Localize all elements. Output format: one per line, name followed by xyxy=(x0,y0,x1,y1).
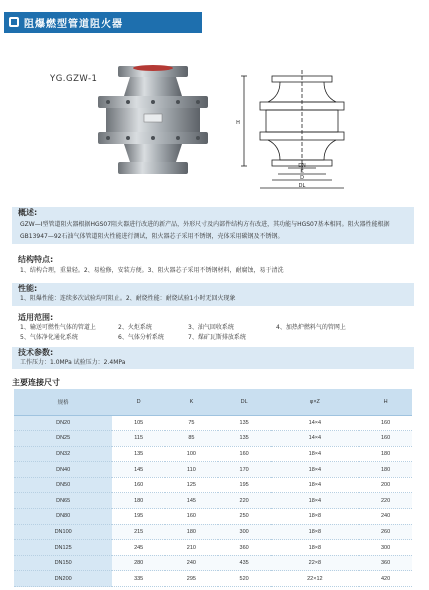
table-cell: 220 xyxy=(218,493,271,509)
table-cell: 18×4 xyxy=(271,493,360,509)
table-cell: 18×8 xyxy=(271,509,360,525)
table-cell: 170 xyxy=(218,462,271,478)
table-row xyxy=(14,431,412,447)
table-cell: 520 xyxy=(218,571,271,587)
table-cell: 180 xyxy=(359,446,412,462)
table-cell: 300 xyxy=(218,524,271,540)
column-header: φ×Z xyxy=(271,389,360,415)
table-cell: DN20 xyxy=(14,415,112,431)
table-cell: 75 xyxy=(165,415,218,431)
table-row xyxy=(14,493,412,509)
table-cell: 18×8 xyxy=(271,540,360,556)
table-cell: DN32 xyxy=(14,446,112,462)
dimension-drawing xyxy=(232,68,372,196)
table-cell: DN200 xyxy=(14,571,112,587)
table-cell: 125 xyxy=(165,477,218,493)
table-cell: 160 xyxy=(359,415,412,431)
table-row xyxy=(14,477,412,493)
column-header: 规格 xyxy=(14,389,112,415)
table-row xyxy=(14,509,412,525)
application-item: 3、油气回收系统 xyxy=(188,324,234,331)
drawing-label-k: K xyxy=(300,169,304,175)
table-row xyxy=(14,540,412,556)
table-cell: 115 xyxy=(112,431,165,447)
table-cell: DN65 xyxy=(14,493,112,509)
application-item: 1、输送可燃性气体的管道上 xyxy=(20,324,96,331)
table-cell: 18×4 xyxy=(271,462,360,478)
table-cell: 245 xyxy=(112,540,165,556)
dimension-table xyxy=(14,389,412,587)
table-cell: 110 xyxy=(165,462,218,478)
drawing-label-d: D xyxy=(300,175,304,181)
table-cell: 360 xyxy=(359,555,412,571)
column-header: K xyxy=(165,389,218,415)
table-cell: 280 xyxy=(112,555,165,571)
table-cell: DN125 xyxy=(14,540,112,556)
table-cell: 85 xyxy=(165,431,218,447)
table-cell: 145 xyxy=(165,493,218,509)
features-heading: 结构特点: xyxy=(18,255,54,264)
table-cell: DN100 xyxy=(14,524,112,540)
table-cell: 18×4 xyxy=(271,477,360,493)
overview-heading: 概述: xyxy=(12,207,414,219)
table-cell: 210 xyxy=(165,540,218,556)
table-cell: 200 xyxy=(359,477,412,493)
table-cell: 215 xyxy=(112,524,165,540)
table-row xyxy=(14,462,412,478)
overview-text: GZW—Ⅰ型管道阻火器根据HGS07阻火器进行改进的新产品，外形尺寸及内部件结构方有改进，其功能与HGS07基本相同。阻火器性能根据GB13947—92石油气体管道阻火性能进行测试，阻火器芯子采用不锈钢，壳体采用碳钢及不锈钢。 xyxy=(12,219,414,244)
table-cell: 160 xyxy=(218,446,271,462)
table-cell: 195 xyxy=(112,509,165,525)
table-body xyxy=(14,415,412,587)
column-header: H xyxy=(359,389,412,415)
table-cell: 240 xyxy=(359,509,412,525)
drawing-label-dn: DN xyxy=(298,163,306,169)
page-title-bar xyxy=(4,12,202,33)
applications-list xyxy=(12,323,414,345)
table-cell: 22×12 xyxy=(271,571,360,587)
table-cell: 135 xyxy=(112,446,165,462)
table-cell: DN25 xyxy=(14,431,112,447)
drawing-label-h: H xyxy=(236,120,240,126)
table-cell: 14×4 xyxy=(271,415,360,431)
table-row xyxy=(14,555,412,571)
table-cell: DN50 xyxy=(14,477,112,493)
product-photo xyxy=(88,62,218,178)
table-cell: 105 xyxy=(112,415,165,431)
table-cell: 360 xyxy=(218,540,271,556)
table-cell: 300 xyxy=(359,540,412,556)
table-row xyxy=(14,524,412,540)
performance-text: 1、阻爆性能：连续多次试验均可阻止。2、耐烧性能：耐烧试验1小时无回火现象 xyxy=(12,294,414,306)
table-cell: 100 xyxy=(165,446,218,462)
table-cell: DN80 xyxy=(14,509,112,525)
table-cell: 420 xyxy=(359,571,412,587)
table-cell: 160 xyxy=(359,431,412,447)
application-item: 2、火炬系统 xyxy=(118,324,152,331)
table-cell: 250 xyxy=(218,509,271,525)
table-cell: DN150 xyxy=(14,555,112,571)
page-title: 阻爆燃型管道阻火器 xyxy=(24,19,123,30)
table-cell: 180 xyxy=(112,493,165,509)
table-cell: 240 xyxy=(165,555,218,571)
table-cell: 160 xyxy=(165,509,218,525)
table-cell: 180 xyxy=(359,462,412,478)
application-item: 6、气体分析系统 xyxy=(118,334,164,341)
applications-heading: 适用范围: xyxy=(18,313,54,322)
column-header: DL xyxy=(218,389,271,415)
application-item: 5、气体净化通化系统 xyxy=(20,334,78,341)
table-cell: 135 xyxy=(218,431,271,447)
table-title: 主要连接尺寸 xyxy=(12,378,60,387)
table-cell: 18×8 xyxy=(271,524,360,540)
title-decoration-icon xyxy=(9,17,19,27)
table-cell: DN40 xyxy=(14,462,112,478)
tech-text: 工作压力：1.0MPa 试验压力：2.4MPa xyxy=(12,358,414,369)
table-cell: 195 xyxy=(218,477,271,493)
table-cell: 22×8 xyxy=(271,555,360,571)
model-label: YG.GZW-1 xyxy=(50,74,98,84)
table-row xyxy=(14,446,412,462)
table-cell: 260 xyxy=(359,524,412,540)
table-cell: 135 xyxy=(218,415,271,431)
tech-heading: 技术参数: xyxy=(12,347,414,359)
performance-heading: 性能: xyxy=(12,283,414,295)
table-cell: 295 xyxy=(165,571,218,587)
table-cell: 18×4 xyxy=(271,446,360,462)
application-item: 4、加热炉燃料气的管网上 xyxy=(276,324,346,331)
table-cell: 220 xyxy=(359,493,412,509)
table-row xyxy=(14,415,412,431)
features-text: 1、结构合理，重量轻。2、易检修，安装方便。3、阻火器芯子采用不锈钢材料，耐腐蚀，易于清洗 xyxy=(20,267,284,274)
table-row xyxy=(14,571,412,587)
drawing-label-dl: DL xyxy=(298,183,306,189)
table-cell: 335 xyxy=(112,571,165,587)
table-cell: 435 xyxy=(218,555,271,571)
table-cell: 14×4 xyxy=(271,431,360,447)
table-header-row xyxy=(14,389,412,415)
table-cell: 160 xyxy=(112,477,165,493)
table-cell: 180 xyxy=(165,524,218,540)
table-cell: 145 xyxy=(112,462,165,478)
application-item: 7、煤矿瓦斯排放系统 xyxy=(188,334,246,341)
column-header: D xyxy=(112,389,165,415)
